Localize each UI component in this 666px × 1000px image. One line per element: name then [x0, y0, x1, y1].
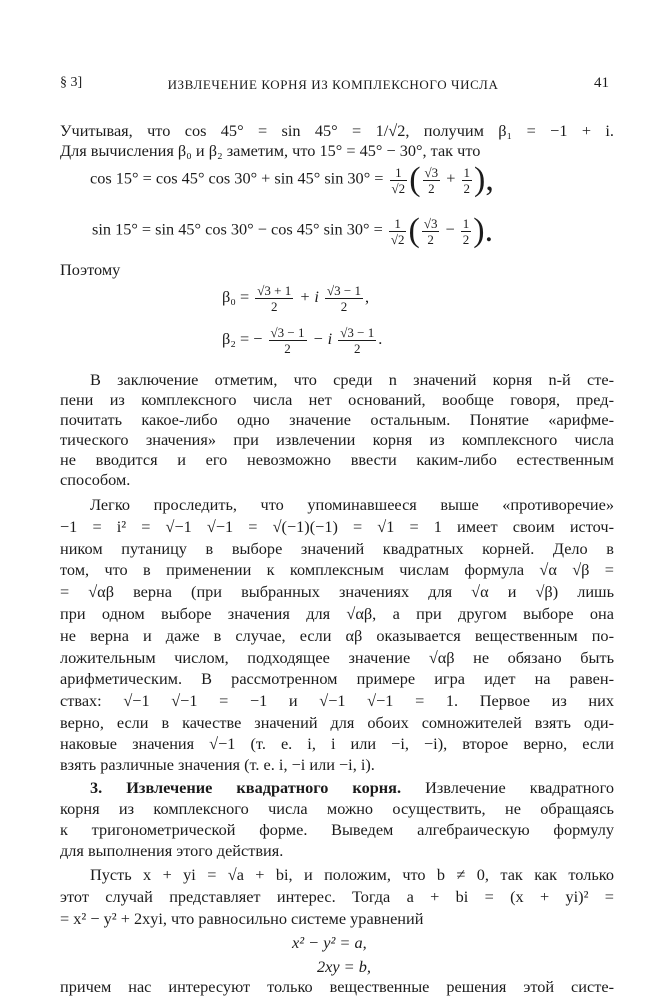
- fraction: [325, 283, 363, 314]
- fraction: [255, 283, 293, 314]
- text-line: Пусть x + yi = √a + bi, и положим, что b ≠ 0, так как только: [90, 865, 614, 884]
- page-number: 41: [594, 75, 609, 91]
- text-line: ником путаницу в выборе значений квадратных корней. Дело в: [60, 539, 614, 558]
- text-line: не верна и даже в случае, если αβ оказывается вещественным по-: [60, 626, 614, 645]
- text-line: = √αβ верна (при выбранных значениях для √α и √β) лишь: [60, 582, 614, 601]
- section-marker: § 3]: [60, 75, 83, 90]
- system-equation-2: 2xy = b,: [317, 957, 371, 976]
- open-paren: (: [409, 161, 421, 198]
- fraction-denominator: 2: [325, 298, 363, 314]
- equation-beta2: [222, 325, 382, 356]
- text-line: для выполнения этого действия.: [60, 841, 284, 860]
- section-heading: 3. Извлечение квадратного корня.: [90, 778, 402, 797]
- text-line: В заключение отметим, что среди n значений корня n-й сте-: [90, 370, 614, 389]
- equation-sin15: [92, 214, 493, 248]
- running-title: ИЗВЛЕЧЕНИЕ КОРНЯ ИЗ КОМПЛЕКСНОГО ЧИСЛА: [167, 77, 499, 92]
- fraction-denominator: 2: [255, 298, 293, 314]
- fraction: [461, 216, 472, 247]
- close-paren-tail: ),: [474, 161, 494, 198]
- text-line: арифметическим. В рассмотренном примере игра идет на равен-: [60, 669, 614, 688]
- fraction-denominator: 2: [423, 180, 441, 196]
- text-line: Легко проследить, что упоминавшееся выше «противоречие»: [90, 495, 614, 514]
- operator: + i: [299, 287, 319, 307]
- text-line: корня из комплексного числа можно осуществить, не обращаясь: [60, 799, 614, 818]
- fraction-numerator: √3 − 1: [327, 283, 361, 298]
- equation-lhs: cos 15° = cos 45° cos 30° + sin 45° sin 30° =: [90, 168, 384, 188]
- text-line: −1 = i² = √−1 √−1 = √(−1)(−1) = √1 = 1 имеет своим источ-: [60, 517, 614, 536]
- text-line: способом.: [60, 470, 131, 489]
- operator: − i: [312, 329, 333, 349]
- system-equation-1: x² − y² = a,: [292, 933, 367, 952]
- text-line: почитать какое-либо одно значение остальным. Понятие «арифме-: [60, 410, 614, 429]
- fraction: [269, 325, 307, 356]
- fraction-denominator: 2: [269, 340, 307, 356]
- text-run: Извлечение квадратного: [425, 778, 614, 797]
- equation-lhs: sin 15° = sin 45° cos 30° − cos 45° sin 30° =: [92, 219, 383, 239]
- fraction-numerator: 1: [462, 215, 470, 231]
- operator: −: [445, 219, 455, 239]
- text-line: не вводится и его невозможно ввести каким-либо естественным: [60, 450, 614, 469]
- punctuation: .: [378, 329, 383, 349]
- fraction-numerator: √3 + 1: [257, 283, 292, 298]
- text-line: тического значения» при извлечении корня из комплексного числа: [60, 430, 614, 449]
- close-paren-tail: ).: [473, 212, 494, 249]
- fraction-denominator: 2: [422, 231, 440, 247]
- fraction: [338, 325, 376, 356]
- section-heading-line: [90, 778, 614, 798]
- fraction-numerator: √3 − 1: [340, 325, 375, 340]
- equation-lhs: β₂ = −: [222, 329, 263, 349]
- fraction: [390, 165, 408, 196]
- fraction-numerator: 1: [394, 215, 401, 231]
- fraction-numerator: √3: [423, 215, 438, 231]
- text-line: при одном выборе значения для √αβ, а при другом выборе она: [60, 604, 614, 623]
- equation-cos15: [90, 163, 494, 197]
- text-line: взять различные значения (т. е. i, −i или −i, i).: [60, 755, 375, 774]
- text-line: ствах: √−1 √−1 = −1 и √−1 √−1 = 1. Первое из них: [60, 691, 614, 710]
- fraction-denominator: 2: [462, 231, 470, 247]
- text-line: Поэтому: [60, 260, 121, 279]
- text-line: верно, если в качестве значений для обоих сомножителей взять оди-: [60, 713, 614, 732]
- fraction: [462, 165, 473, 196]
- punctuation: ,: [364, 287, 370, 307]
- fraction-denominator: 2: [338, 340, 376, 356]
- text-line: к тригонометрической форме. Выведем алгебраическую формулу: [60, 820, 614, 839]
- fraction: [389, 216, 407, 247]
- fraction-denominator: √2: [391, 180, 406, 196]
- text-line: ложительным числом, подходящее значение √αβ не обязано быть: [60, 648, 614, 667]
- fraction-numerator: 1: [463, 164, 470, 180]
- text-line: причем нас интересуют только вещественные решения этой систе-: [60, 977, 614, 996]
- fraction: [423, 165, 441, 196]
- fraction-numerator: √3: [424, 164, 439, 180]
- equation-beta0: [222, 283, 369, 314]
- text-line: том, что в применении к комплексным числам формула √α √β =: [60, 560, 614, 579]
- text-line: наковые значения √−1 (т. е. i, i или −i, −i), второе верно, если: [60, 734, 614, 753]
- open-paren: (: [408, 212, 420, 249]
- text-line: этот случай представляет интерес. Тогда a + bi = (x + yi)² =: [60, 887, 614, 906]
- fraction-denominator: √2: [390, 231, 405, 247]
- text-line: Для вычисления β₀ и β₂ заметим, что 15° = 45° − 30°, так что: [60, 141, 481, 160]
- operator: +: [446, 168, 456, 188]
- text-line: = x² − y² + 2xyi, что равносильно системе уравнений: [60, 909, 424, 928]
- fraction: [422, 216, 440, 247]
- fraction-numerator: √3 − 1: [270, 325, 305, 340]
- fraction-denominator: 2: [463, 180, 470, 196]
- text-line: пени из комплексного числа нет оснований, вообще говоря, пред-: [60, 390, 614, 409]
- text-line: Учитывая, что cos 45° = sin 45° = 1/√2, получим β₁ = −1 + i.: [60, 121, 614, 140]
- equation-lhs: β₀ =: [222, 287, 250, 307]
- fraction-numerator: 1: [395, 164, 402, 180]
